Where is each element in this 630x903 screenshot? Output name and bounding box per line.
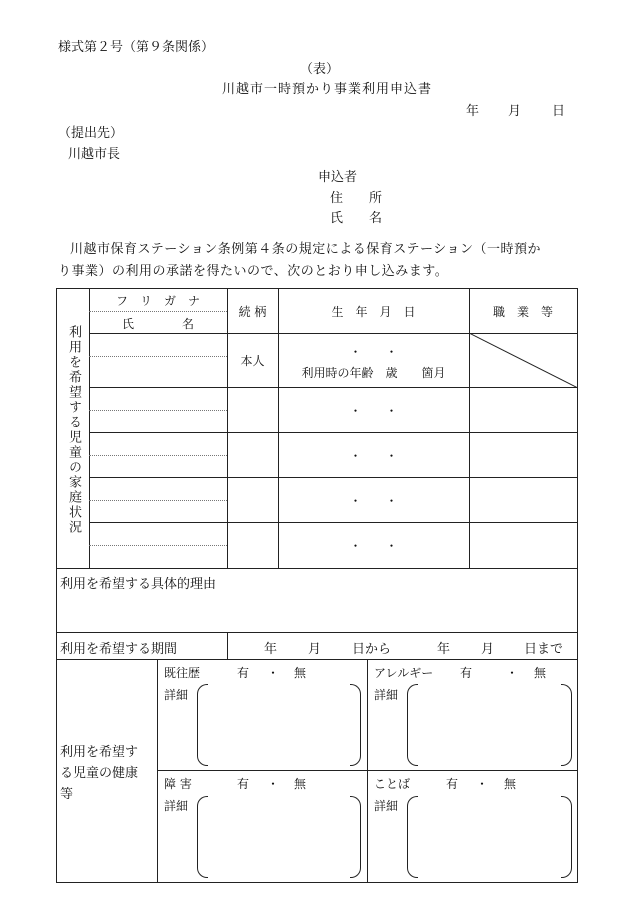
allergy-detail-label: 詳細 [374,688,399,702]
period-from-month: 月 [308,642,322,657]
date-year-label: 年 [466,104,480,119]
history-label: 既往歴 [164,666,201,680]
health-label-line2: る児童の健康 [60,766,139,781]
submit-to-label: （提出先） [58,126,124,141]
disability-label: 障 害 [164,777,192,791]
birth-dots-row1: ・ ・ [349,345,398,359]
name-header: 氏 名 [121,317,194,331]
history-detail-label: 詳細 [164,688,189,702]
allergy-dot: ・ [506,666,519,680]
health-label-line3: 等 [60,787,74,802]
period-from-year: 年 [264,642,278,657]
allergy-label: アレルギー [374,666,434,680]
history-no: 無 [294,666,307,680]
submit-to: 川越市長 [68,147,121,162]
occupation-diagonal [469,333,578,388]
relation-header: 続 柄 [238,305,267,319]
disability-detail-label: 詳細 [164,799,189,813]
period-from-suffix: 日から [352,642,392,657]
date-month-label: 月 [508,104,522,119]
history-dot: ・ [267,666,280,680]
form-title: 川越市一時預かり事業利用申込書 [222,82,433,97]
period-to-suffix: 日まで [524,642,564,657]
speech-label: ことば [374,777,411,791]
disability-no: 無 [294,777,307,791]
applicant-address-label: 住 所 [330,191,383,206]
health-label-line1: 利用を希望す [60,745,139,760]
period-label: 利用を希望する期間 [60,642,178,657]
speech-detail-paren-left [407,796,418,878]
disability-detail-paren-left [197,796,208,878]
history-detail-paren-left [197,684,208,766]
speech-detail-label: 詳細 [374,799,399,813]
applicant-name-label: 氏 名 [330,211,383,226]
form-side: （表） [300,62,340,77]
statement-line-1: 川越市保育ステーション条例第４条の規定による保育ステーション（一時預か [70,242,541,257]
disability-dot: ・ [267,777,280,791]
occupation-header: 職 業 等 [492,305,553,319]
birth-dots-row2: ・ ・ [349,404,398,418]
reason-label: 利用を希望する具体的理由 [60,577,217,592]
speech-yes: 有 [446,777,459,791]
history-detail-paren-right [350,684,361,766]
birth-dots-row4: ・ ・ [349,494,398,508]
form-number: 様式第２号（第９条関係） [58,40,215,55]
allergy-no: 無 [534,666,547,680]
allergy-detail-paren-left [407,684,418,766]
statement-line-2: り事業）の利用の承諾を得たいので、次のとおり申し込みます。 [58,264,449,279]
disability-yes: 有 [237,777,250,791]
disability-detail-paren-right [350,796,361,878]
allergy-yes: 有 [460,666,473,680]
birthdate-header: 生 年 月 日 [331,305,416,319]
self-label: 本人 [240,354,265,368]
speech-no: 無 [504,777,517,791]
allergy-detail-paren-right [561,684,572,766]
birth-dots-row5: ・ ・ [349,539,398,553]
furigana-header: フ リ ガ ナ [115,294,200,308]
speech-detail-paren-right [561,796,572,878]
period-to-year: 年 [437,642,451,657]
applicant-label: 申込者 [318,170,358,185]
period-to-month: 月 [481,642,495,657]
date-day-label: 日 [552,104,566,119]
history-yes: 有 [237,666,250,680]
speech-dot: ・ [476,777,489,791]
age-text: 利用時の年齢 歳 箇月 [301,366,446,380]
family-side-label: 利用を希望する児童の家庭状況 [66,325,81,535]
birth-dots-row3: ・ ・ [349,449,398,463]
